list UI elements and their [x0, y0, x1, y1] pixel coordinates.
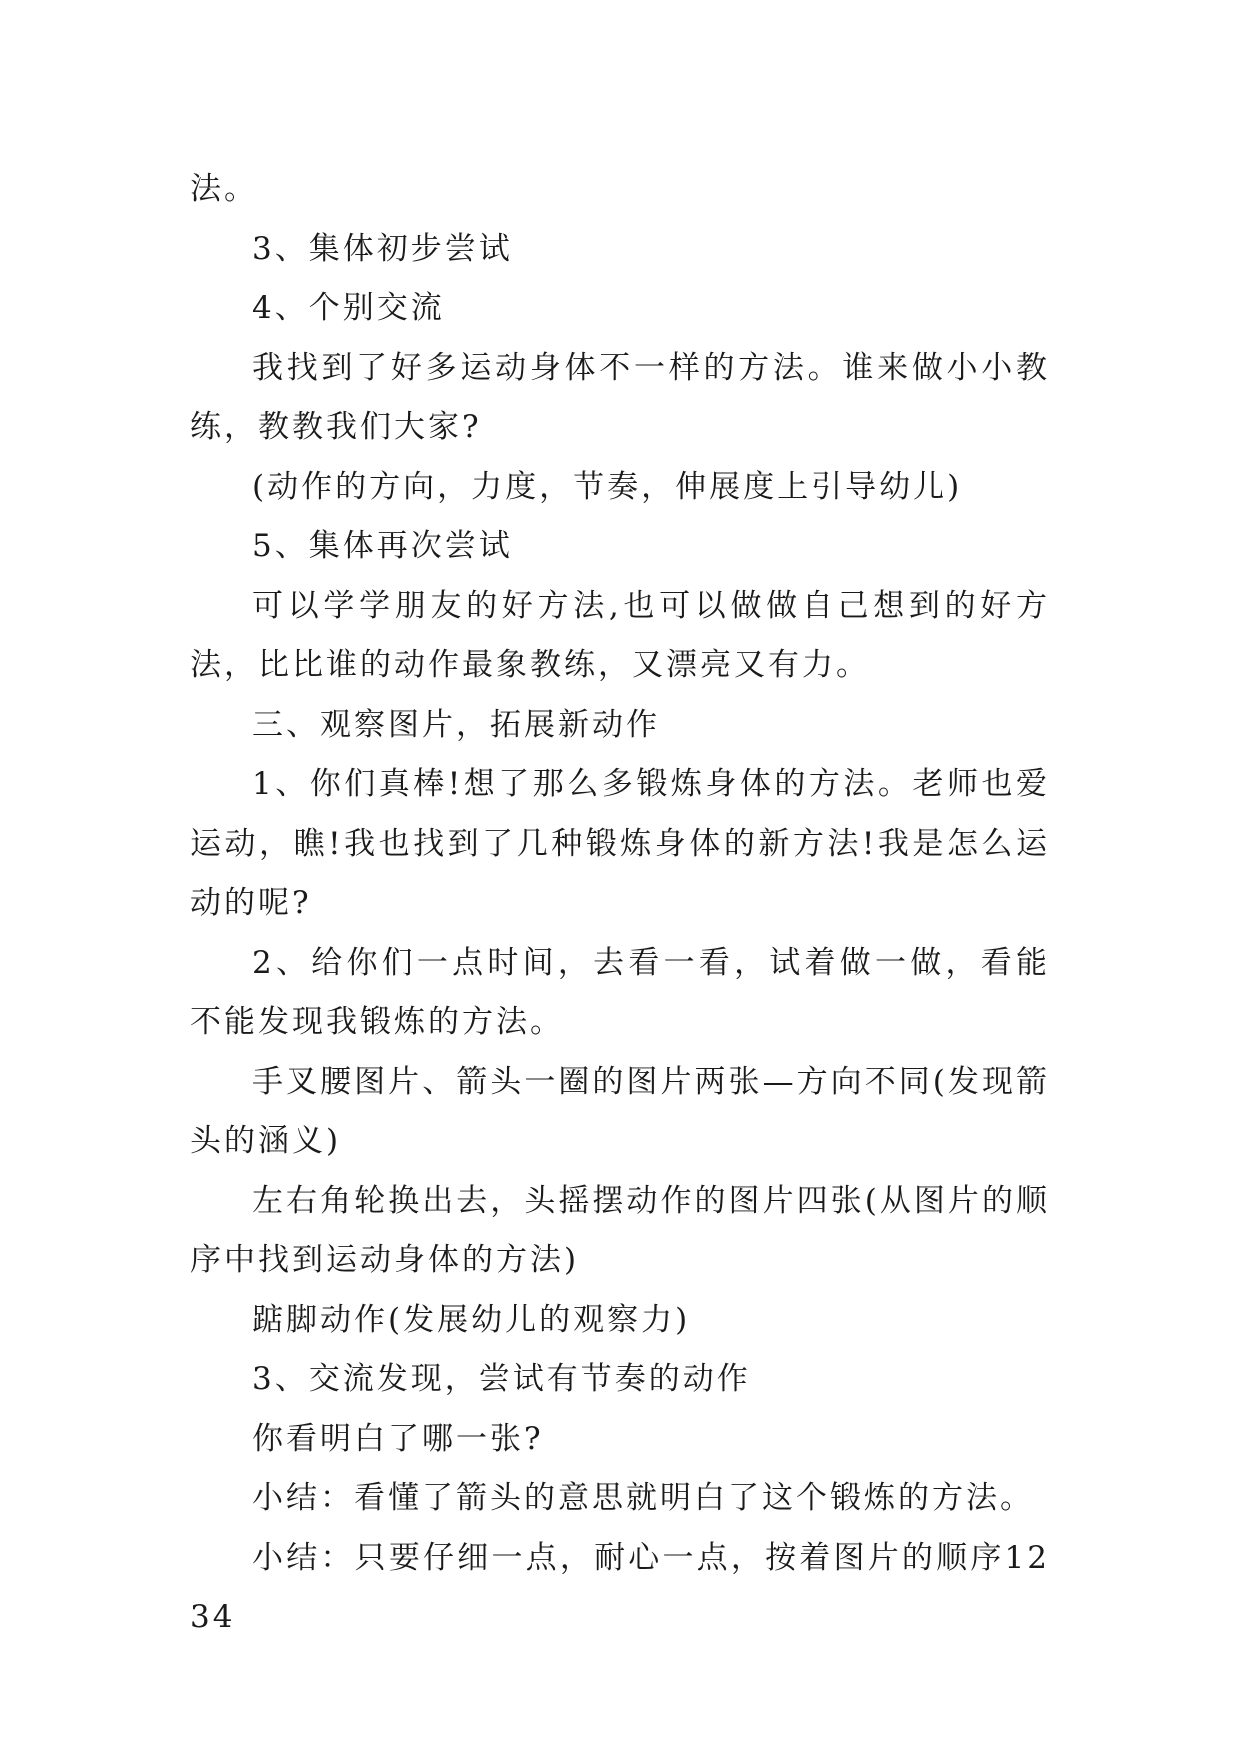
document-body [190, 160, 1050, 1648]
paragraph: 我找到了好多运动身体不一样的方法。谁来做小小教练，教教我们大家? [190, 349, 1050, 445]
paragraph: 4、个别交流 [252, 290, 445, 326]
paragraph: 踮脚动作(发展幼儿的观察力) [252, 1301, 691, 1338]
paragraph: 1、你们真棒!想了那么多锻炼身体的方法。老师也爱运动，瞧!我也找到了几种锻炼身体的新方法!我是怎么运动的呢? [190, 766, 1050, 921]
paragraph: 左右角轮换出去，头摇摆动作的图片四张(从图片的顺序中找到运动身体的方法) [190, 1182, 1050, 1278]
paragraph: 3、集体初步尝试 [252, 230, 513, 267]
summary-paragraph: 小结：只要仔细一点，耐心一点，按着图片的顺序1234 [190, 1539, 1050, 1635]
paragraph: 法。 [190, 171, 258, 207]
paragraph: 3、交流发现，尝试有节奏的动作 [252, 1361, 751, 1397]
summary-paragraph: 小结：看懂了箭头的意思就明白了这个锻炼的方法。 [252, 1480, 1034, 1516]
paragraph: 可以学学朋友的好方法,也可以做做自己想到的好方法，比比谁的动作最象教练，又漂亮又有力。 [190, 587, 1050, 683]
paragraph: (动作的方向，力度，节奏，伸展度上引导幼儿) [252, 468, 963, 505]
section-heading: 三、观察图片，拓展新动作 [252, 706, 660, 743]
paragraph: 5、集体再次尝试 [252, 528, 513, 564]
paragraph: 你看明白了哪一张? [252, 1420, 544, 1457]
paragraph: 手叉腰图片、箭头一圈的图片两张—方向不同(发现箭头的涵义) [190, 1063, 1050, 1159]
paragraph: 2、给你们一点时间，去看一看，试着做一做，看能不能发现我锻炼的方法。 [190, 944, 1050, 1040]
